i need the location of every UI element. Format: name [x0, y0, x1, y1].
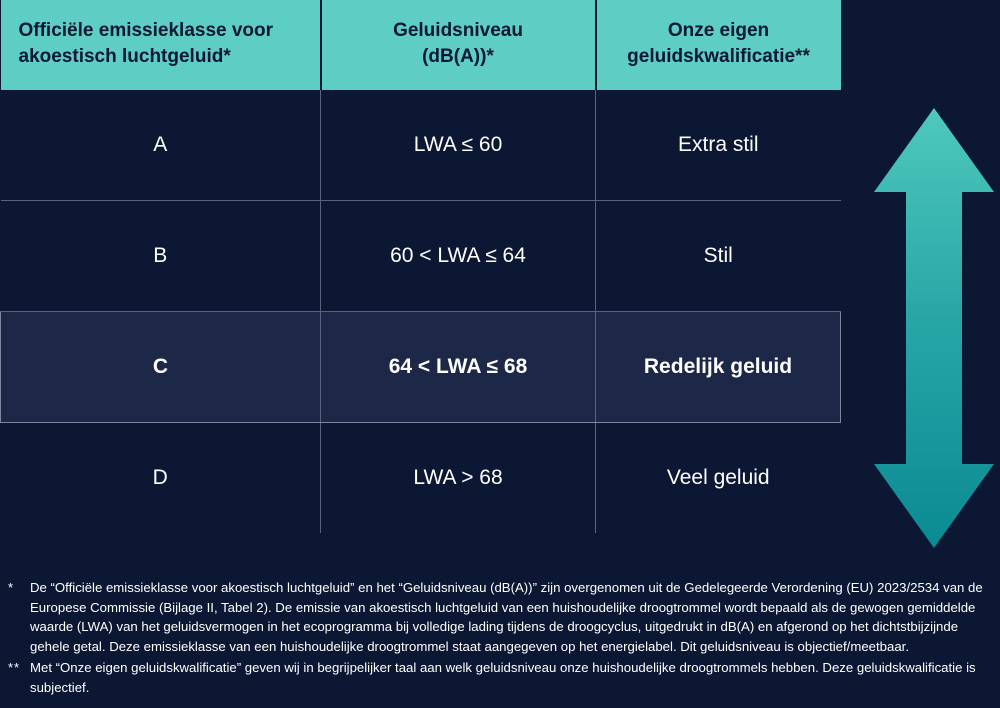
column-header-emissieklasse-line2: akoestisch luchtgeluid*: [18, 46, 231, 67]
footnote-text: De “Officiële emissieklasse voor akoestisch luchtgeluid” en het “Geluidsniveau (dB(A))” zijn overgenomen uit de Gedelegeerde Verordening (EU) 2023/2534 van de Europese Commissie (Bijlage II, Tabel 2). De emissie van akoestisch luchtgeluid van een huishoudelijke droogtrommel wordt bepaald als de gewogen gemiddelde waarde (LWA) van het geluidsvermogen in het ecoprogramma bij volledige lading tijdens de droogcyclus, uitgedrukt in dB(A) en afgerond op het dichtstbijzijnde gehele getal. Deze emissieklasse van een huishoudelijke droogtrommel staat aangegeven op het energielabel. Dit geluidsniveau is objectief/meetbaar.: [30, 580, 983, 654]
column-header-kwalificatie: [596, 0, 841, 90]
column-header-geluidsniveau: [321, 0, 596, 90]
table-row: [1, 90, 841, 201]
column-header-geluidsniveau-line1: Geluidsniveau: [393, 20, 523, 42]
cell-klasse: A: [1, 90, 321, 201]
column-header-geluidsniveau-line2: (dB(A))*: [422, 46, 494, 67]
cell-kwalificatie: Veel geluid: [666, 466, 770, 489]
footnote-item: [8, 578, 992, 656]
table-row: [1, 423, 841, 534]
cell-niveau: 60 < LWA ≤ 64: [321, 201, 596, 312]
column-header-kwalificatie-line2: geluidskwalificatie**: [627, 46, 810, 67]
column-header-emissieklasse: [1, 0, 321, 90]
footnote-text: Met “Onze eigen geluidskwalificatie” geven wij in begrijpelijker taal aan welk geluidsniveau onze huishoudelijke droogtrommels hebben. Deze geluidskwalificatie is subjectief.: [30, 660, 976, 695]
double-arrow-icon: [868, 108, 1000, 548]
cell-niveau: LWA ≤ 60: [321, 90, 596, 201]
column-header-kwalificatie-line1: Onze eigen: [667, 20, 770, 42]
table-body: [1, 90, 841, 533]
cell-kwalificatie: Stil: [596, 201, 841, 312]
cell-klasse: C: [1, 312, 321, 423]
footnote-marker: **: [8, 660, 21, 676]
cell-klasse: B: [1, 201, 321, 312]
cell-niveau: LWA > 68: [321, 423, 596, 534]
cell-klasse: D: [1, 423, 321, 534]
footnote-item: [8, 658, 992, 697]
cell-niveau: 64 < LWA ≤ 68: [321, 312, 596, 423]
cell-kwalificatie: Redelijk geluid: [596, 312, 841, 423]
footnotes: [0, 578, 1000, 699]
cell-kwalificatie: Extra stil: [596, 90, 841, 201]
table-header-row: [1, 0, 841, 90]
footnote-marker: *: [8, 580, 15, 595]
table-header: [1, 0, 841, 90]
table-row-highlighted: [1, 312, 841, 423]
table-row: [1, 201, 841, 312]
column-header-emissieklasse-line1: Officiële emissieklasse voor: [18, 20, 274, 42]
